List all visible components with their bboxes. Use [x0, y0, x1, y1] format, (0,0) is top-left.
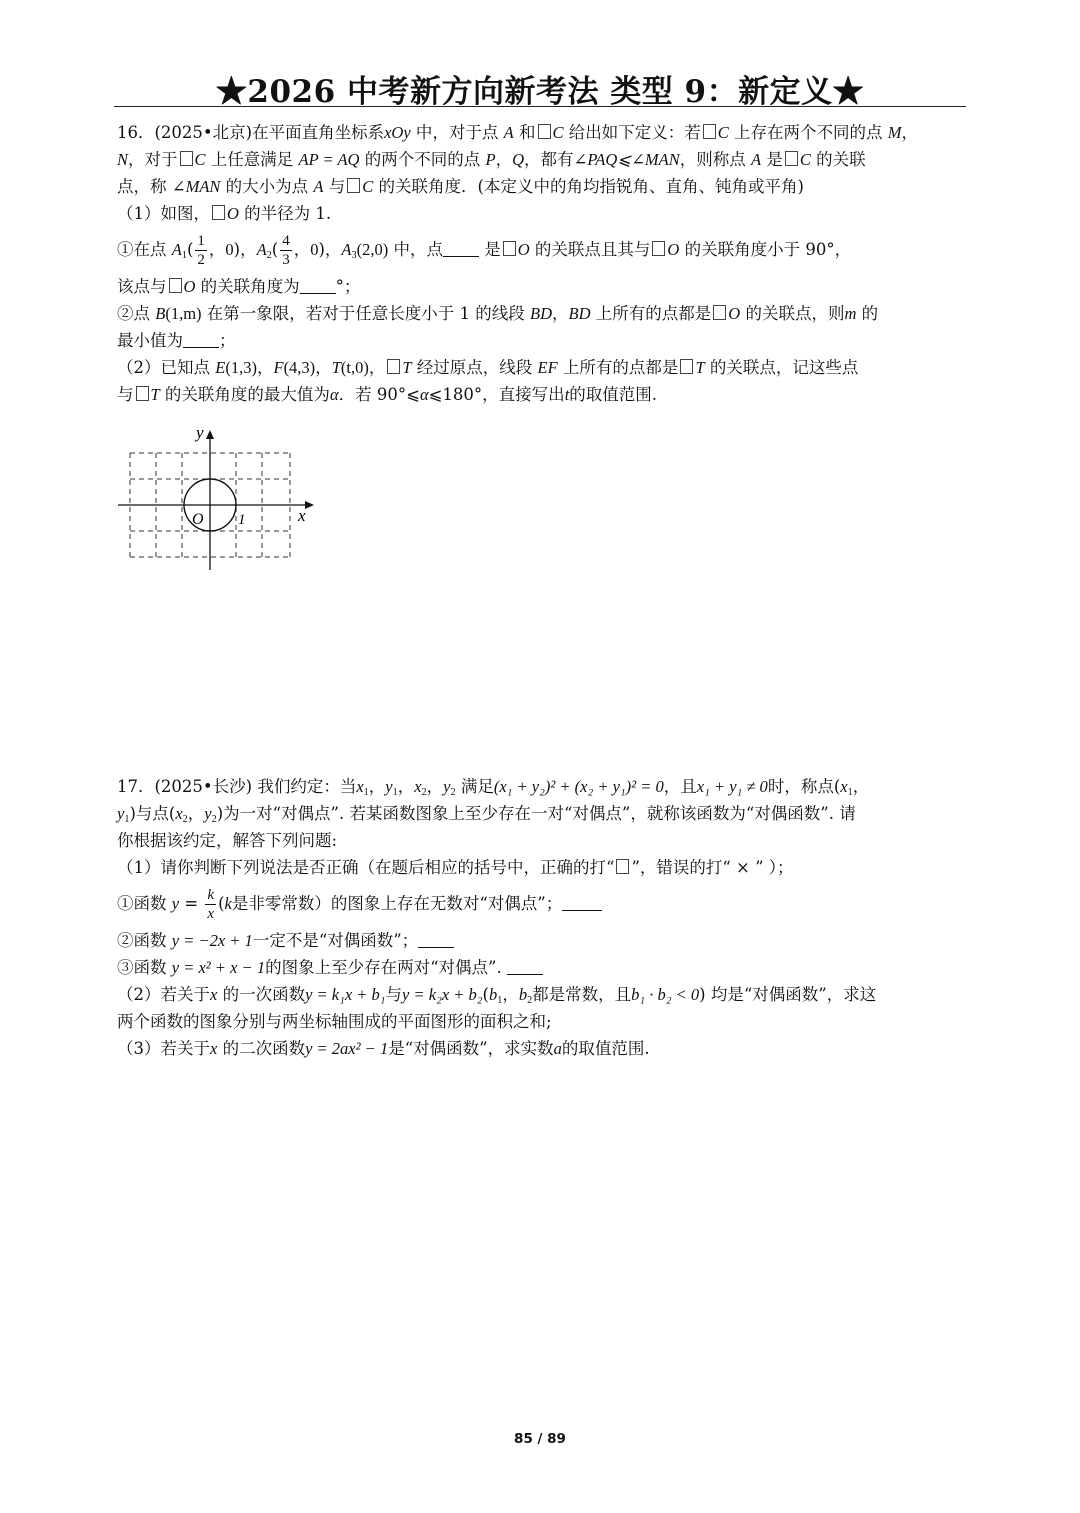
q17-part-2: （2）若关于x 的一次函数y = k₁x + b₁与$y = k_2x + b_2(b_1$，$b_2$都是常数，且b₁ · b₂ < 0) 均是“对偶函数”，求这 [117, 985, 877, 1007]
q16-part-1-ii-cont: 最小值为 ； [117, 331, 236, 350]
q16-line-1: 16．(2025•北京)在平面直角坐标系xOy 中，对于点 A 和 C 给出如下定义：若 C 上存在两个不同的点 M， [117, 123, 919, 142]
question-16 [117, 119, 967, 408]
answer-blank[interactable] [562, 892, 602, 911]
circle-symbol-icon [785, 151, 798, 166]
x-axis-label: x [298, 506, 306, 525]
q16-part-1-i-cont: 该点与 O 的关联角度为 °； [117, 277, 361, 296]
q17-part-1-iii: ③函数 y = x² + x − 1的图象上至少存在两对“对偶点”. [117, 954, 967, 981]
y-axis-arrow-icon [206, 430, 214, 439]
q17-line-1: 17．(2025•长沙) 我们约定：当$x_1$，$y_1$，$x_2$，$y_2$ 满足(x₁ + y₂)² + (x₂ + y₁)² = 0，且x₁ + y₁ ≠ 0时，称点($x_1$， [117, 777, 870, 799]
q16-part-2-cont: 与 T 的关联角度的最大值为α．若 90°⩽α⩽180°，直接写出t的取值范围. [117, 385, 658, 404]
q17-part-1: （1）请你判断下列说法是否正确（在题后相应的括号中，正确的打“ ”，错误的打“ × ” ）； [117, 858, 794, 877]
circle-symbol-icon [713, 305, 726, 320]
circle-symbol-icon [212, 205, 225, 220]
circle-symbol-icon [652, 241, 665, 256]
q17-part-1-ii: ②函数 y = −2x + 1一定不是“对偶函数”； [117, 927, 967, 954]
circle-symbol-icon [680, 359, 693, 374]
fraction-one-half: $\frac{1}{2}$ [197, 233, 205, 268]
circle-symbol-icon [703, 124, 716, 139]
unit-label: 1 [238, 512, 246, 528]
q17-line-3: 你根据该约定，解答下列问题: [117, 831, 338, 850]
circle-symbol-icon [538, 124, 551, 139]
question-17 [117, 773, 967, 1062]
page-number: 85 / 89 [514, 1431, 566, 1447]
answer-blank[interactable] [418, 929, 454, 948]
q16-part-1-i: ①在点 $A_1$( $\frac{1}{2}$ ，0)，$A_2$( $\frac{4}{3}$ ，0)，$A_3(2,0)$ 中，点 是 O 的关联点且其与 O 的关联角度小于 90°， [117, 233, 852, 268]
q17-part-2-cont: 两个函数的图象分别与两坐标轴围成的平面图形的面积之和; [117, 1012, 552, 1031]
origin-label: O [192, 511, 204, 528]
q16-line-2: N，对于 C 上任意满足 AP = AQ 的两个不同的点 P，Q，都有∠PAQ⩽∠MAN，则称点 A 是 C 的关联 [117, 150, 866, 169]
circle-symbol-icon [136, 386, 149, 401]
answer-blank[interactable] [300, 275, 336, 294]
circle-symbol-icon [387, 359, 400, 374]
page-title: ★2026 中考新方向新考法 类型 9：新定义★ [215, 74, 865, 110]
fraction-four-thirds: $\frac{4}{3}$ [282, 233, 290, 268]
q17-line-2: $y_1$)与点($x_2$，$y_2$)为一对“对偶点”. 若某函数图象上至少存在一对“对偶点”，就称该函数为“对偶函数”. 请 [117, 804, 856, 826]
q16-part-1: （1）如图， O 的半径为 1. [117, 204, 332, 223]
circle-symbol-icon [347, 178, 360, 193]
checkmark-symbol-icon [616, 859, 629, 874]
y-axis-label: y [196, 423, 204, 442]
fraction-k-over-x: $\frac{k}{x}$ [207, 887, 215, 922]
circle-symbol-icon [503, 241, 516, 256]
q16-part-1-ii: ②点 B(1,m) 在第一象限，若对于任意长度小于 1 的线段 BD，BD 上所有的点都是 O 的关联点，则m 的 [117, 304, 879, 323]
q16-part-2: （2）已知点 E(1,3)，F(4,3)，T(t,0)， T 经过原点，线段 EF 上所有的点都是 T 的关联点，记这些点 [117, 358, 859, 377]
answer-blank[interactable] [443, 238, 479, 257]
q16-line-3: 点，称 ∠MAN 的大小为点 A 与 C 的关联角度．(本定义中的角均指锐角、直角、钝角或平角) [117, 177, 804, 196]
x-axis-arrow-icon [305, 501, 314, 509]
circle-symbol-icon [180, 151, 193, 166]
q17-part-1-i: ①函数 y = $\frac{k}{x}$ (k是非零常数）的图象上存在无数对“对偶点”； [117, 881, 967, 927]
title-divider [114, 106, 966, 107]
circle-symbol-icon [169, 278, 182, 293]
q17-part-3: （3）若关于x 的二次函数y = 2ax² − 1是“对偶函数”，求实数a的取值范围. [117, 1039, 650, 1058]
answer-blank[interactable] [507, 956, 543, 975]
answer-blank[interactable] [183, 329, 219, 348]
coordinate-figure [116, 420, 326, 580]
